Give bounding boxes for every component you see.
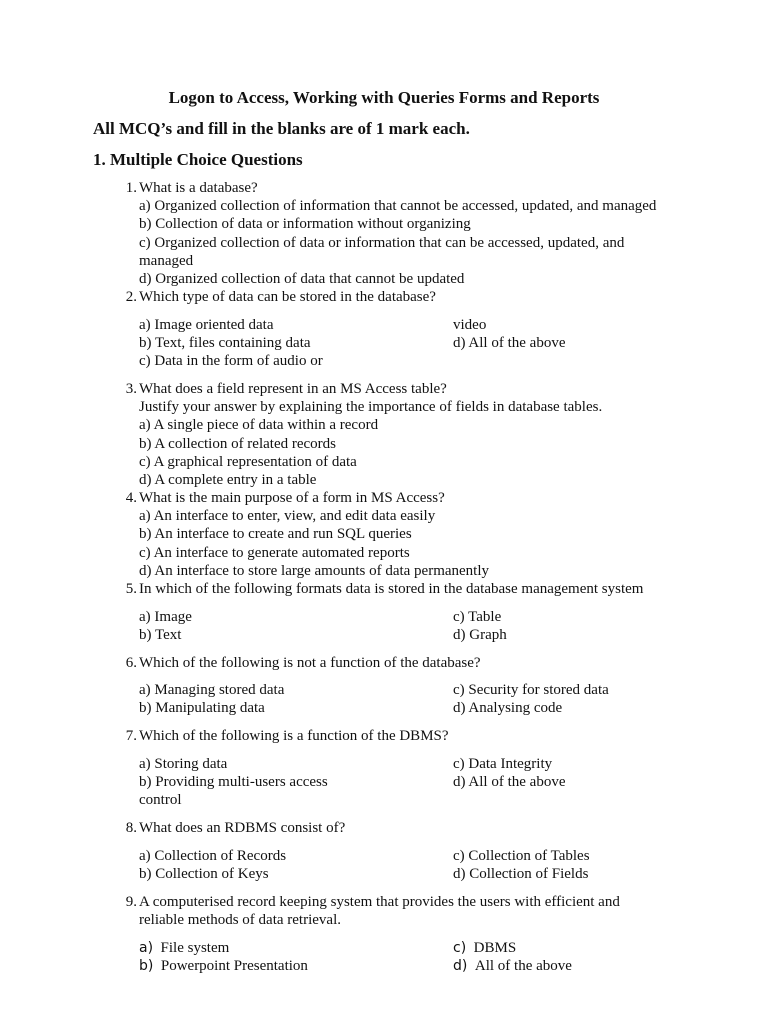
question-text: In which of the following formats data is stored in the database management system (139, 581, 644, 597)
option-d (453, 957, 693, 975)
option-c: c) An interface to generate automated reports (139, 544, 410, 561)
option-a: a) Storing data (139, 756, 228, 772)
option-a: a) Image oriented data (139, 317, 274, 333)
option-b: b) An interface to create and run SQL queries (139, 526, 412, 543)
question-text-2: reliable methods of data retrieval. (139, 912, 341, 929)
question-text: What does an RDBMS consist of? (139, 820, 346, 836)
option-c: c) Security for stored data (453, 682, 609, 698)
option-d-text: All of the above (474, 958, 572, 975)
question-number: 3. (125, 381, 137, 397)
section-heading: 1. Multiple Choice Questions (93, 150, 303, 169)
option-c: c) Collection of Tables (453, 848, 590, 864)
question-text: Which of the following is a function of the DBMS? (139, 728, 449, 744)
option-b-label: b) (139, 958, 154, 975)
question-number: 9. (125, 894, 137, 910)
option-b: b) Providing multi-users access (139, 774, 328, 791)
option-c-continued: video (453, 317, 487, 333)
option-a (139, 939, 439, 957)
question-text: Which type of data can be stored in the database? (139, 289, 436, 305)
option-a: a) Image (139, 609, 192, 625)
question-number: 4. (125, 490, 137, 506)
option-b: b) Collection of data or information without organizing (139, 216, 471, 233)
question-number: 2. (125, 289, 137, 305)
option-c: c) A graphical representation of data (139, 453, 357, 470)
option-d: d) All of the above (453, 335, 566, 352)
option-c: c) Table (453, 609, 502, 625)
question-text: Which of the following is not a function of the database? (139, 655, 481, 671)
question-text-2: Justify your answer by explaining the importance of fields in database tables. (139, 399, 603, 416)
option-b: b) Collection of Keys (139, 866, 269, 883)
question-text: What is the main purpose of a form in MS Access? (139, 490, 445, 506)
option-b: b) A collection of related records (139, 435, 337, 452)
option-b: b) Text (139, 627, 182, 644)
question-number: 6. (125, 655, 137, 671)
question-number: 1. (125, 180, 137, 196)
question-text: A computerised record keeping system that provides the users with efficient and (139, 894, 620, 910)
option-b: b) Manipulating data (139, 700, 265, 717)
option-d: d) A complete entry in a table (139, 471, 317, 488)
question-number: 5. (125, 581, 137, 597)
option-c-text: DBMS (473, 940, 517, 956)
question-text: What is a database? (139, 180, 258, 196)
option-a: a) Organized collection of information that cannot be accessed, updated, and managed (139, 198, 657, 215)
option-d: d) All of the above (453, 774, 566, 791)
option-a: a) Managing stored data (139, 682, 285, 698)
option-d: d) Collection of Fields (453, 866, 589, 883)
option-d-label: d) (453, 958, 468, 975)
question-number: 7. (125, 728, 137, 744)
option-d: d) An interface to store large amounts of data permanently (139, 562, 490, 579)
option-d: d) Graph (453, 627, 507, 644)
option-b-continued: control (139, 792, 182, 809)
option-c: c) Organized collection of data or information that can be accessed, updated, and managed (139, 234, 625, 269)
option-b: b) Text, files containing data (139, 335, 311, 352)
option-d: d) Analysing code (453, 700, 563, 717)
document-title: Logon to Access, Working with Queries Forms and Reports (168, 88, 600, 107)
option-c: c) Data Integrity (453, 756, 553, 772)
question-number: 8. (125, 820, 137, 836)
option-c: c) Data in the form of audio or (139, 353, 323, 370)
option-b-text: Powerpoint Presentation (160, 958, 308, 975)
option-d: d) Organized collection of data that cannot be updated (139, 270, 465, 287)
option-b (139, 957, 439, 975)
marks-note: All MCQ’s and fill in the blanks are of 1 mark each. (93, 119, 470, 138)
question-text: What does a field represent in an MS Access table? (139, 381, 447, 397)
option-a: a) Collection of Records (139, 848, 287, 864)
option-c (453, 939, 693, 957)
option-a-text: File system (160, 940, 230, 956)
option-c-label: c) (453, 940, 467, 956)
option-a-label: a) (139, 940, 154, 956)
option-a: a) An interface to enter, view, and edit data easily (139, 508, 436, 525)
option-a: a) A single piece of data within a record (139, 417, 379, 434)
